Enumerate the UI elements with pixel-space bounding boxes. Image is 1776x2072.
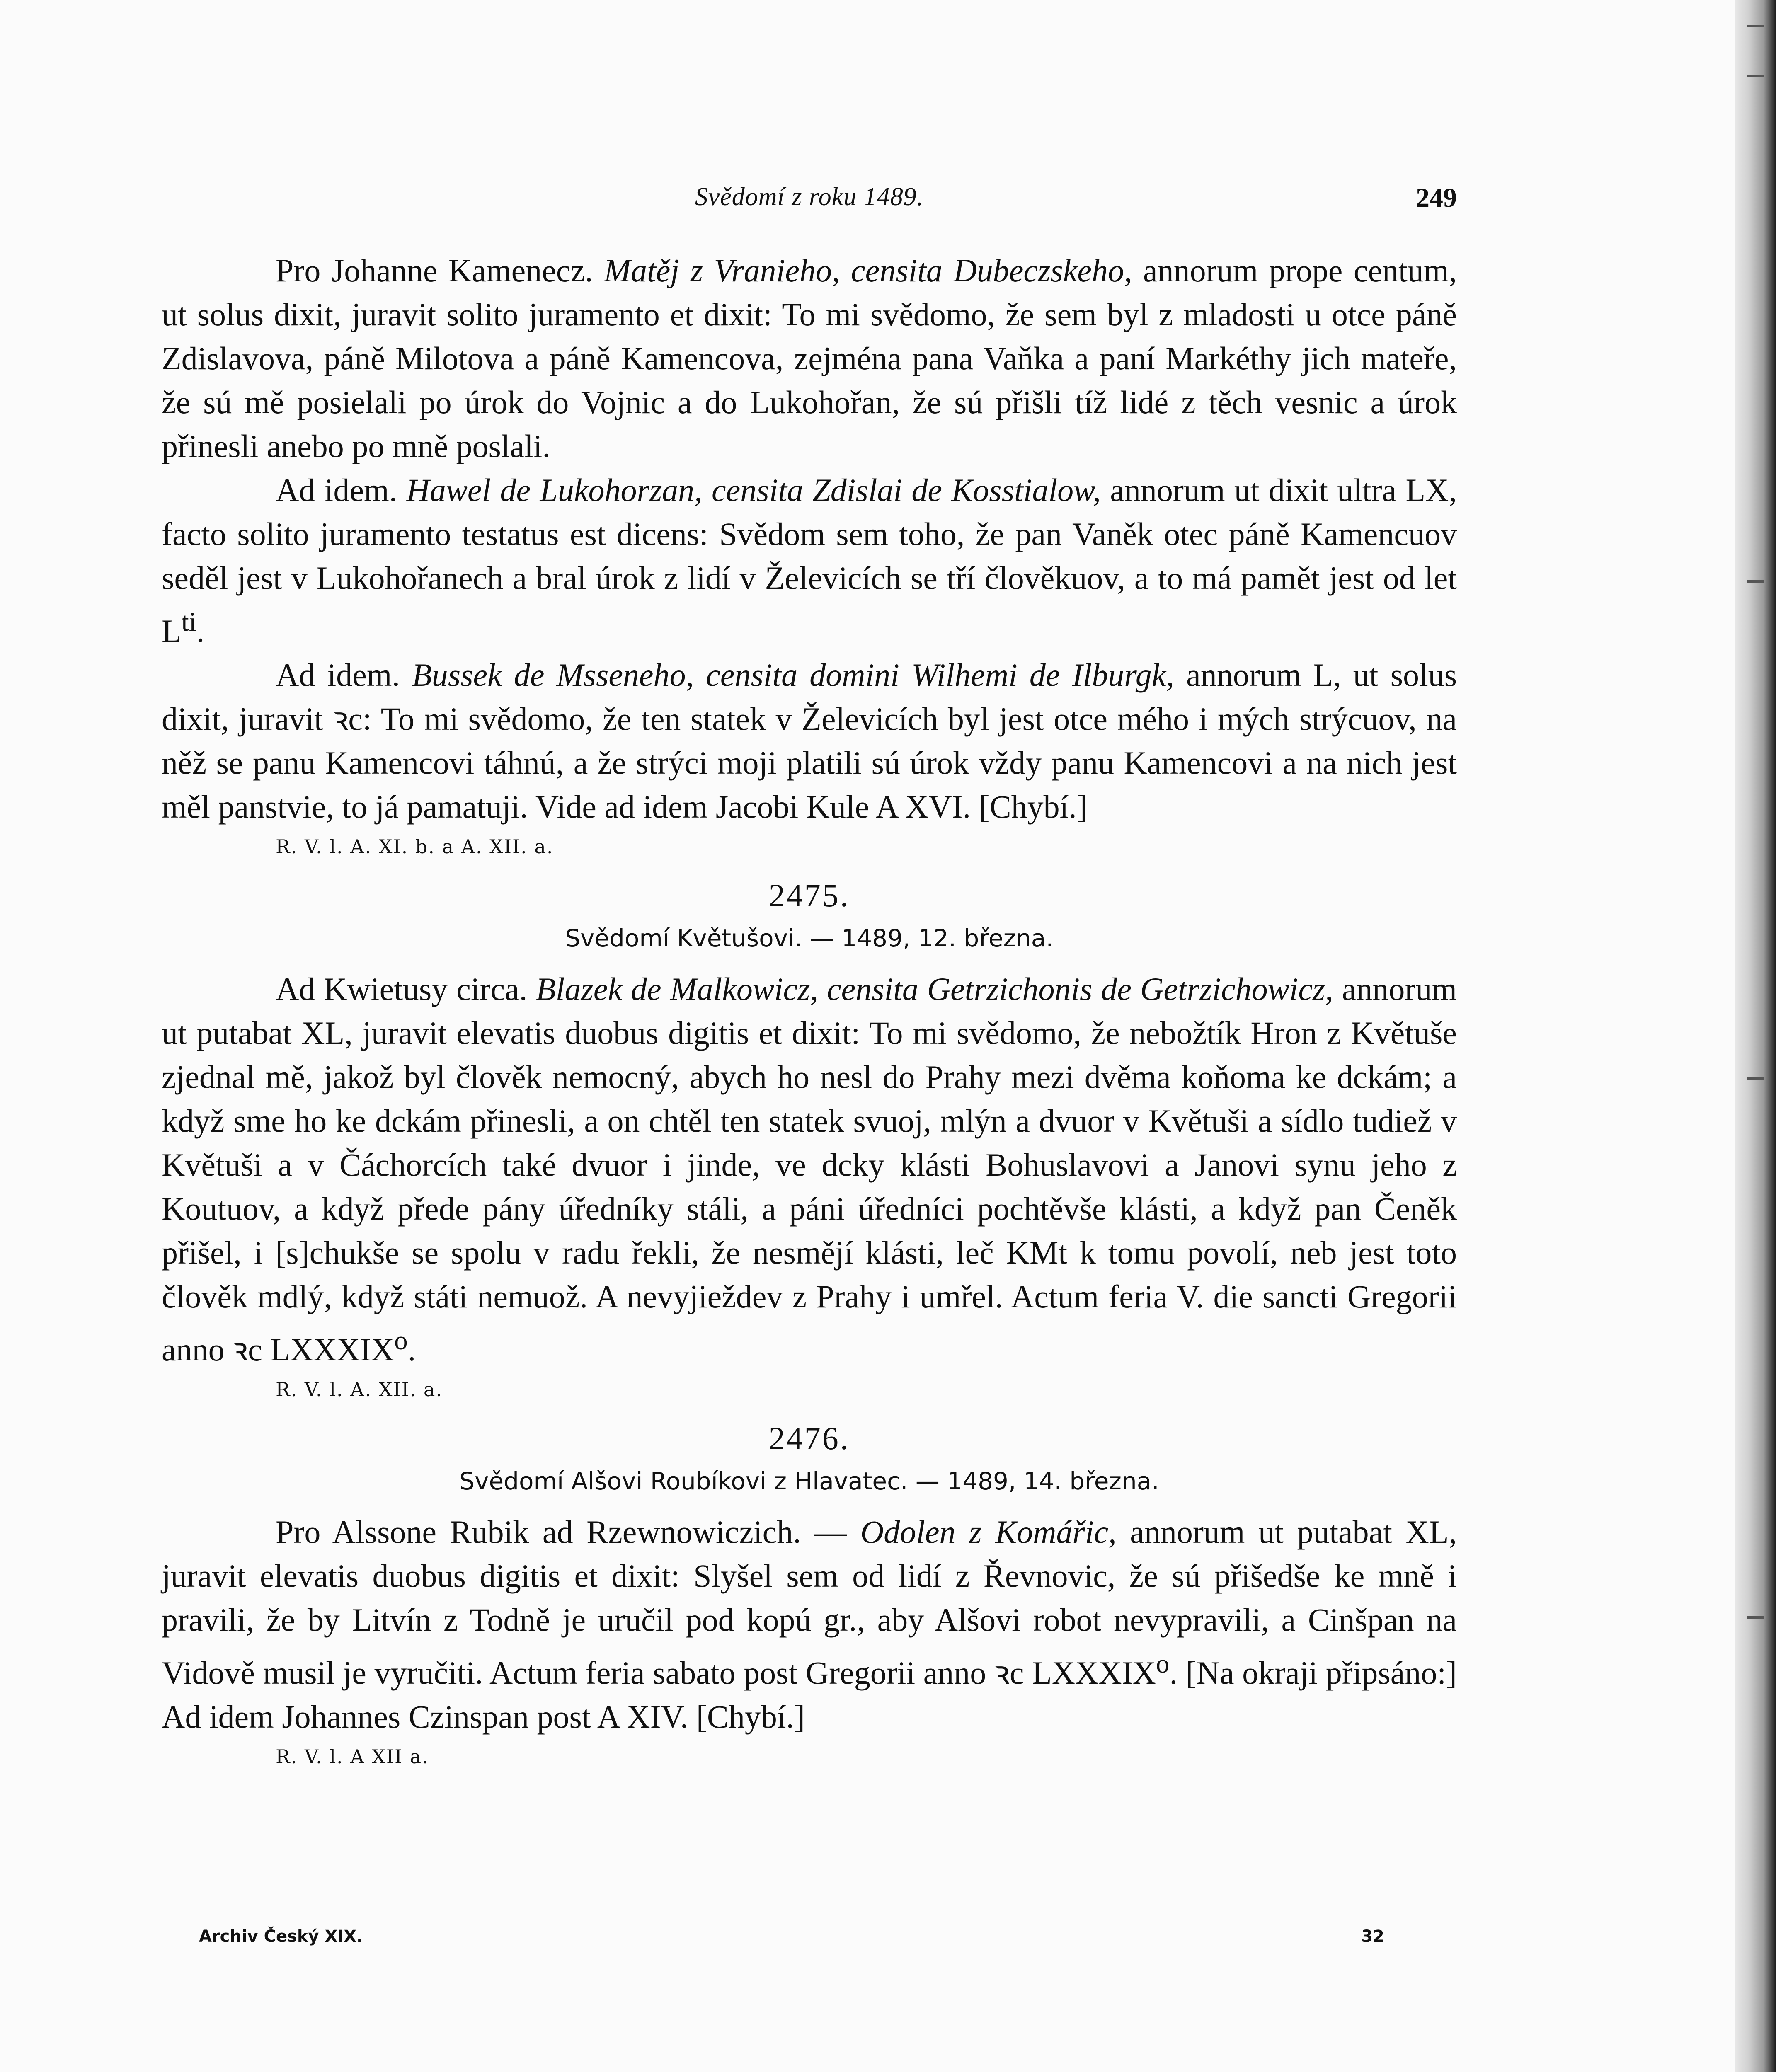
witness-name: Blazek de Malkowicz, censita Getrzichonis de Getrzichowicz, [536,971,1333,1007]
running-title: Svědomí z roku 1489. [695,183,924,211]
paragraph-text: . [Na okraji připsáno:] Ad idem Johannes Czinspan post A XIV. [Chybí.] [162,1655,1457,1735]
document-number: 2476. [768,1420,850,1456]
page-header [162,182,1457,220]
paragraph-text: Ad Kwietusy circa. [276,971,536,1007]
edge-mark [1747,580,1764,583]
source-reference: R. V. l. A. XI. b. a A. XII. a. [276,835,554,858]
paragraph-text: . [407,1331,416,1368]
witness-name: Odolen z Komářic, [860,1514,1117,1550]
edge-mark [1747,1616,1764,1619]
superscript: ti [181,607,196,637]
paragraph-text: annorum ut dixit ultra LX, facto solito juramento testatus est dicens: Svědom sem toho, že pan Vaněk otec páně Kamencuov seděl jest v Lukohořanech a bral úrok z lidí v Želevicích se tří člověkuov, a to má pamět jest od let L [162,472,1457,649]
document-title: Svědomí Alšovi Roubíkovi z Hlavatec. — 1489, 14. března. [459,1467,1159,1495]
book-edge [1735,0,1776,2072]
paragraph [162,249,1457,468]
paragraph-text: annorum L, ut solus dixit, juravit ꝛc: To mi svědomo, že ten statek v Želevicích byl jest otce mého i mých strýcuov, na něž se panu Kamencovi táhnú, a že strýci moji platili sú úrok vždy panu Kamencovi a na nich jest měl panstvie, to já pamatuji. Vide ad idem Jacobi Kule A XVI. [Chybí.] [162,657,1457,825]
paragraph-text: annorum prope centum, ut solus dixit, juravit solito juramento et dixit: To mi svědomo, že sem byl z mladosti u otce páně Zdislavova, páně Milotova a páně Kamencova, zejména pana Vaňka a paní Markéthy jich mateře, že sú mě posielali po úrok do Vojnic a do Lukohořan, že sú přišli tíž lidé z těch vesnic a úrok přinesli anebo po mně poslali. [162,252,1457,464]
witness-name: Matěj z Vranieho, censita Dubeczskeho, [604,252,1132,288]
signature-mark: Archiv Český XIX. [199,1927,363,1946]
document-number: 2475. [768,877,850,913]
paragraph-text: annorum ut putabat XL, juravit elevatis duobus digitis et dixit: Slyšel sem od lidí z Řevnovic, že sú přišedše ke mně i pravili, že by Litvín z Todně je uručil pod kopú gr., aby Alšovi robot nevypravili, a Cinšpan na Vidově musil je vyručiti. Actum feria sabato post Gregorii anno ꝛc LXXXIX [162,1514,1457,1691]
edge-mark [1747,25,1764,27]
paragraph-text: Ad idem. [276,657,412,693]
paragraph-text: annorum ut putabat XL, juravit elevatis duobus digitis et dixit: To mi svědomo, že nebožtík Hron z Květuše zjednal mě, jakož byl člověk nemocný, abych ho nesl do Prahy mezi dvěma koňoma ke dckám; a když sme ho ke dckám přinesli, a on chtěl ten statek svuoj, mlýn a dvuor v Květuši a sídlo tudiež v Květuši a v Čáchorcích také dvuor i jinde, ve dcky klásti Bohuslavovi a Janovi synu jeho z Koutuov, a když přede pány úředníky stáli, a páni úředníci pochtěvše klásti, a když pan Čeněk přišel, i [s]chukše se spolu v radu řekli, že nesmějí klásti, leč KMt k tomu povolí, neb jest toto člověk mdlý, když státi nemuož. A nevyjieždev z Prahy i umřel. Actum feria V. die sancti Gregorii anno ꝛc LXXXIX [162,971,1457,1368]
paragraph-text: Pro Alssone Rubik ad Rzewnowiczich. — [276,1514,860,1550]
page-footer [199,1927,1384,1960]
paragraph [162,967,1457,1372]
paragraph-text: Ad idem. [276,472,407,508]
edge-mark [1747,75,1764,77]
paragraph-text: . [196,613,205,649]
paragraph [162,653,1457,829]
edge-mark [1747,1077,1764,1080]
sheet-number: 32 [1361,1927,1384,1946]
source-reference: R. V. l. A XII a. [276,1745,429,1768]
paragraph [162,468,1457,653]
document-title: Svědomí Květušovi. — 1489, 12. března. [565,924,1054,952]
superscript: o [394,1326,408,1356]
witness-name: Hawel de Lukohorzan, censita Zdislai de Kosstialow, [406,472,1101,508]
paragraph-text: Pro Johanne Kamenecz. [276,252,604,288]
superscript: o [1156,1649,1170,1679]
paragraph [162,1510,1457,1739]
page-number: 249 [1416,183,1457,213]
witness-name: Bussek de Msseneho, censita domini Wilhemi de Ilburgk, [412,657,1174,693]
source-reference: R. V. l. A. XII. a. [276,1378,443,1401]
page-body [162,249,1457,1771]
